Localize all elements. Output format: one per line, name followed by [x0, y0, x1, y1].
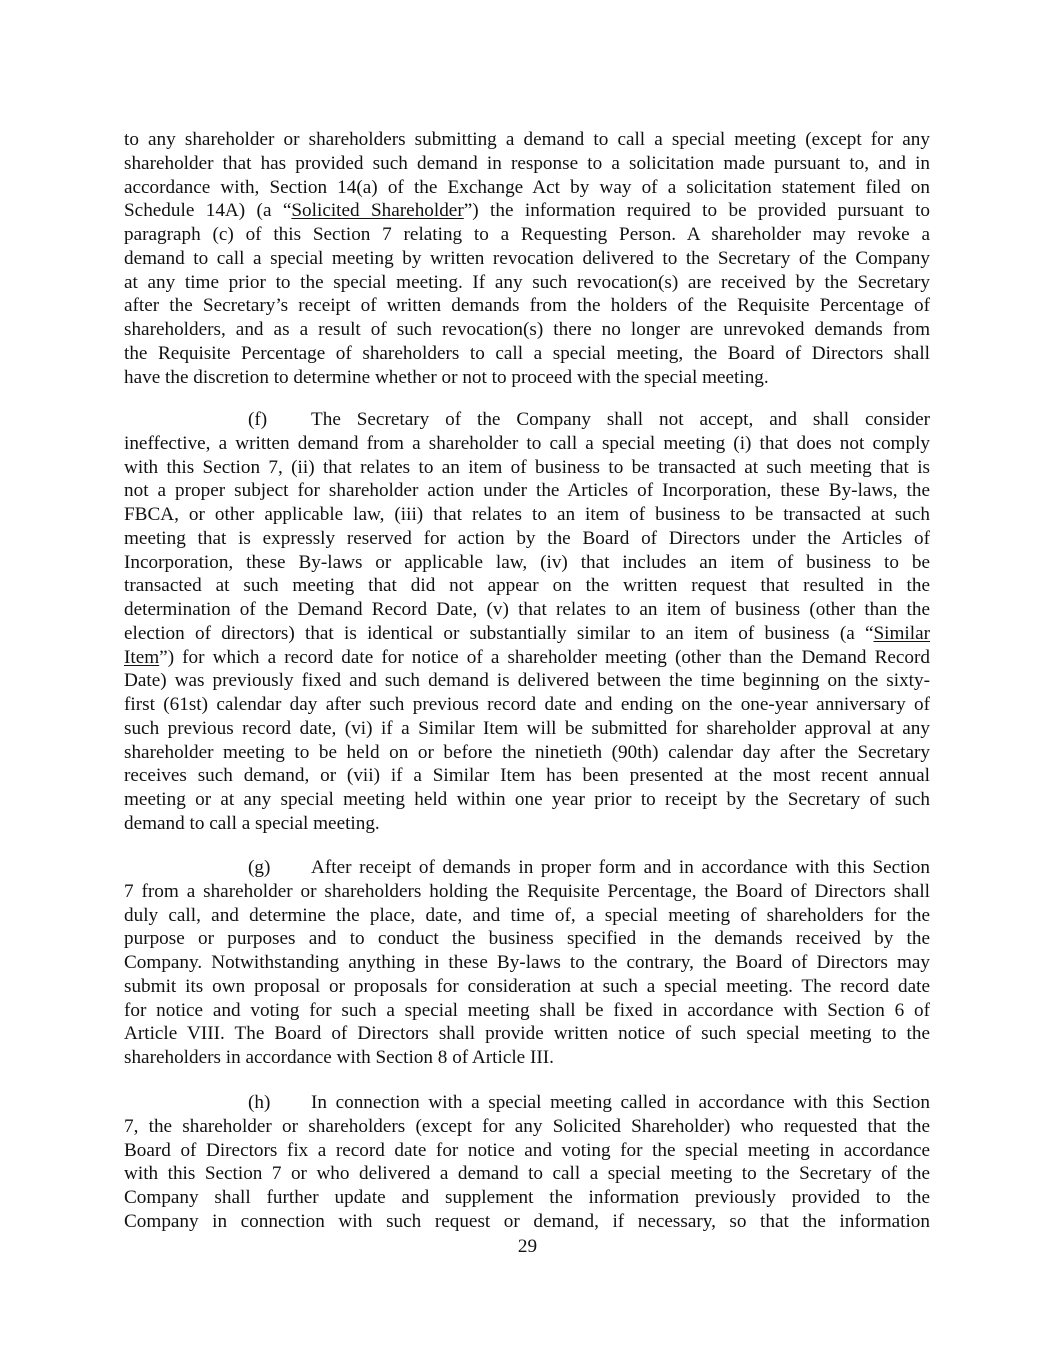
text-line: meeting that is expressly reserved for action by the Board of Directors under the Articles of: [124, 527, 930, 549]
text-segment: After receipt of demands in proper form and in accordance with this Section: [311, 857, 930, 878]
text-line: Incorporation, these By-laws or applicable law, (iv) that includes an item of business to be: [124, 551, 930, 573]
text-line: FBCA, or other applicable law, (iii) that relates to an item of business to be transacted at such: [124, 504, 930, 525]
text-line: Company in connection with such request or demand, if necessary, so that the information: [124, 1210, 930, 1232]
text-line: to any shareholder or shareholders submitting a demand to call a special meeting (except for any: [124, 129, 930, 150]
text-line: paragraph (c) of this Section 7 relating to a Requesting Person. A shareholder may revoke a: [124, 224, 930, 245]
text-line: [124, 622, 930, 646]
paragraph-f: [124, 408, 930, 836]
text-line: not a proper subject for shareholder action under the Articles of Incorporation, these By-laws, the: [124, 480, 930, 502]
text-line: 7 from a shareholder or shareholders holding the Requisite Percentage, the Board of Directors shall: [124, 880, 930, 902]
text-line: [124, 199, 930, 223]
text-line: demand to call a special meeting.: [124, 812, 380, 834]
text-line: purpose or purposes and to conduct the business specified in the demands received by the: [124, 928, 930, 950]
text-line: shareholders in accordance with Section 8 of Article III.: [124, 1047, 554, 1068]
text-line: the Requisite Percentage of shareholders to call a special meeting, the Board of Directors shall: [124, 342, 930, 364]
text-line: with this Section 7, (ii) that relates to an item of business to be transacted at such meeting that is: [124, 456, 930, 478]
text-line: Board of Directors fix a record date for notice and voting for the special meeting in accordance: [124, 1139, 930, 1161]
defined-term-similar-item: Item: [124, 646, 160, 668]
text-line: determination of the Demand Record Date, (v) that relates to an item of business (other than the: [124, 599, 930, 620]
defined-term-solicited-shareholder: Solicited Shareholder: [291, 200, 464, 222]
text-line: [124, 408, 930, 432]
paragraph-continuation: [124, 128, 930, 389]
text-segment: ”) for which a record date for notice of a shareholder meeting (other than the Demand Record: [159, 646, 930, 668]
text-line: receives such demand, or (vii) if a Similar Item has been presented at the most recent annual: [124, 765, 930, 787]
text-line: Company. Notwithstanding anything in these By-laws to the contrary, the Board of Directors may: [124, 952, 930, 973]
text-line: have the discretion to determine whether or not to proceed with the special meeting.: [124, 366, 769, 388]
text-line: demand to call a special meeting by written revocation delivered to the Secretary of the Company: [124, 247, 930, 269]
text-segment: election of directors) that is identical or substantially similar to an item of business (a “: [124, 622, 874, 644]
paragraph-label: (h): [248, 1092, 271, 1113]
text-line: Company shall further update and supplement the information previously provided to the: [124, 1187, 930, 1208]
page-number: 29: [517, 1236, 538, 1257]
text-line: Article VIII. The Board of Directors shall provide written notice of such special meeting to the: [124, 1023, 930, 1045]
text-segment: In connection with a special meeting called in accordance with this Section: [311, 1092, 930, 1113]
text-line: 7, the shareholder or shareholders (except for any Solicited Shareholder) who requested that the: [124, 1115, 930, 1137]
text-line: for notice and voting for such a special meeting shall be fixed in accordance with Section 6 of: [124, 999, 930, 1021]
text-line: submit its own proposal or proposals for consideration at such a special meeting. The record date: [124, 975, 930, 997]
text-line: [124, 856, 930, 880]
text-line: shareholder meeting to be held on or before the ninetieth (90th) calendar day after the Secretary: [124, 741, 930, 763]
text-segment: Schedule 14A) (a “: [124, 200, 292, 222]
paragraph-label: (f): [248, 409, 268, 430]
paragraph-label: (g): [248, 857, 271, 878]
text-line: such previous record date, (vi) if a Similar Item will be submitted for shareholder approval at any: [124, 717, 930, 739]
text-line: meeting or at any special meeting held within one year prior to receipt by the Secretary of such: [124, 789, 930, 810]
text-line: duly call, and determine the place, date, and time of, a special meeting of shareholders for the: [124, 904, 930, 926]
text-line: [124, 646, 930, 670]
defined-term-similar-item: Similar: [873, 622, 930, 644]
text-segment: ”) the information required to be provided pursuant to: [463, 200, 930, 222]
text-line: transacted at such meeting that did not appear on the written request that resulted in the: [124, 575, 930, 597]
text-line: [124, 1091, 930, 1115]
text-line: accordance with, Section 14(a) of the Exchange Act by way of a solicitation statement filed on: [124, 176, 930, 198]
text-line: ineffective, a written demand from a shareholder to call a special meeting (i) that does not comply: [124, 432, 930, 454]
text-segment: The Secretary of the Company shall not accept, and shall consider: [311, 409, 930, 430]
text-line: shareholder that has provided such demand in response to a solicitation made pursuant to, and in: [124, 152, 930, 174]
paragraph-g: [124, 856, 930, 1070]
text-line: at any time prior to the special meeting. If any such revocation(s) are received by the Secretary: [124, 271, 930, 293]
text-line: with this Section 7 or who delivered a demand to call a special meeting to the Secretary of the: [124, 1163, 930, 1185]
paragraph-h: [124, 1091, 930, 1234]
text-line: Date) was previously fixed and such demand is delivered between the time beginning on the sixty-: [124, 670, 930, 692]
text-line: after the Secretary’s receipt of written demands from the holders of the Requisite Percentage of: [124, 295, 930, 317]
text-line: first (61st) calendar day after such previous record date and ending on the one-year anniversary of: [124, 694, 930, 715]
text-line: shareholders, and as a result of such revocation(s) there no longer are unrevoked demands from: [124, 319, 930, 340]
